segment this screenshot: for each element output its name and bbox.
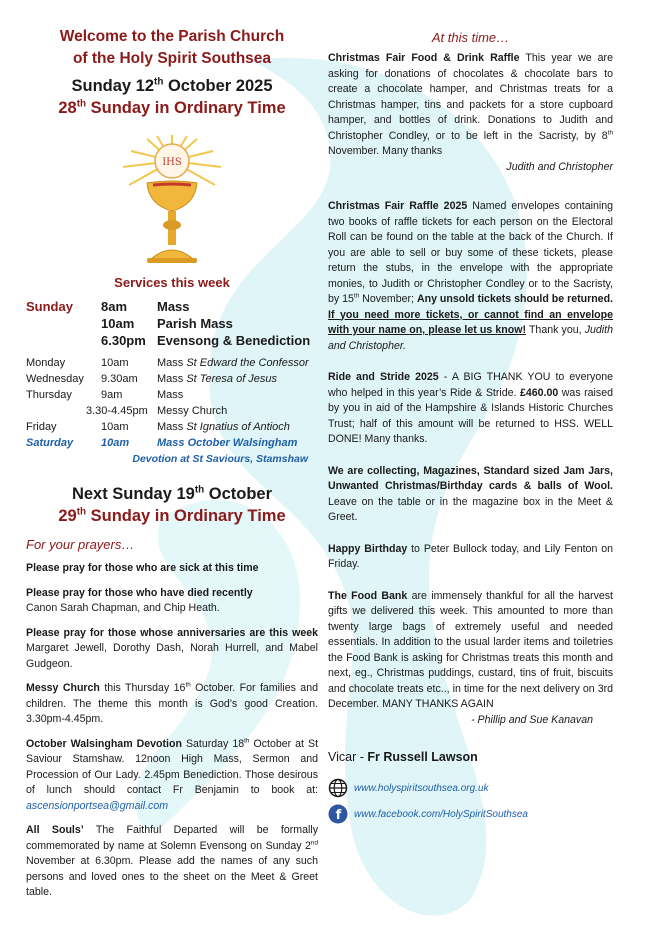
- globe-icon: [328, 778, 348, 798]
- notice-messy-text: this Thursday 16: [99, 682, 186, 694]
- service-label: Mass: [157, 373, 187, 385]
- welcome-title: [26, 26, 318, 70]
- service-day: Sunday: [26, 299, 73, 314]
- notice-walsingham-text-2: October at St Saviour Stamshaw. 12noon High Mass, Sermon and Procession of Our Lady. 2.45pm Benediction. Those desirous of lunch should contact Fr Benjamin to book at:: [26, 737, 319, 796]
- notice-hamper-signature: Judith and Christopher: [506, 160, 613, 173]
- prayer-sick: [26, 561, 318, 577]
- notice-ride-text-2: was raised by you in aid of the Hampshire & Islands Historic Churches Trust; half of this amount will be returned to HSS. WELL DONE! Many thanks.: [328, 386, 613, 445]
- service-name: Mass October Walsingham: [157, 437, 298, 449]
- service-name: [157, 355, 318, 371]
- notice-fair-raffle: [328, 199, 613, 354]
- website-link[interactable]: www.holyspiritsouthsea.org.uk: [354, 782, 489, 794]
- next-sunday-occasion: [26, 505, 318, 527]
- notice-hamper-raffle: [328, 51, 613, 175]
- service-time: 6.30pm: [101, 333, 146, 348]
- welcome-line-1: Welcome to the Parish Church: [59, 28, 285, 45]
- service-name: Messy Church: [157, 405, 228, 417]
- notice-food-bank: [328, 589, 613, 729]
- facebook-row[interactable]: [328, 804, 613, 824]
- service-day: Friday: [26, 421, 57, 433]
- service-name: [157, 371, 318, 387]
- prayer-departed-heading: Please pray for those who have died recently: [26, 586, 253, 599]
- vicar-label: Vicar -: [328, 750, 368, 764]
- service-name: Parish Mass: [157, 316, 233, 331]
- service-day: Thursday: [26, 389, 72, 401]
- next-occasion-number: 29: [58, 507, 77, 525]
- prayer-sick-text: Please pray for those who are sick at this time: [26, 562, 259, 574]
- date-sup: th: [154, 76, 164, 88]
- service-row: [26, 403, 318, 419]
- service-time: 10am: [101, 437, 130, 449]
- notice-collecting: [328, 464, 613, 526]
- next-sunday-month: October: [204, 485, 273, 503]
- notice-hamper-text-2: November. Many thanks: [328, 145, 443, 157]
- liturgical-occasion: [26, 97, 318, 119]
- service-row: [26, 332, 318, 349]
- notice-ride-heading: Ride and Stride 2025: [328, 371, 439, 383]
- notice-hamper-text: This year we are asking for donations of chocolates & chocolate bars to create a chocolate hamper, and Christmas treats for a Christmas hamper, tins and packets for a store cupboard hamper, and bottles of drink. Donations to Judith and Christopher Condley, or to be left in the Sacristy, by 8: [328, 52, 613, 142]
- notice-messy-heading: Messy Church: [26, 682, 100, 694]
- right-column: [328, 30, 613, 824]
- next-sunday-date: [26, 483, 318, 505]
- notice-all-souls-sup: nd: [310, 838, 318, 846]
- next-occasion-sup: th: [76, 506, 87, 518]
- service-row: [26, 298, 318, 315]
- notice-messy-church: [26, 681, 318, 728]
- next-sunday-sup: th: [194, 484, 205, 496]
- notice-birthday-heading: Happy Birthday: [328, 542, 408, 555]
- notice-hamper-heading: Christmas Fair Food & Drink Raffle: [328, 52, 520, 64]
- notice-messy-text-2: October. For families and children. The theme this month is God’s good Creation. 3.30pm-4.45pm.: [26, 682, 318, 725]
- service-time: 10am: [101, 421, 129, 433]
- service-day: Wednesday: [26, 373, 84, 385]
- service-day: [26, 332, 101, 349]
- notice-raffle-signature: Judith and Christopher.: [328, 324, 613, 352]
- service-row: [26, 315, 318, 332]
- devotion-location: Devotion at St Saviours, Stamshaw: [132, 453, 308, 465]
- next-occasion-text: Sunday in Ordinary Time: [86, 507, 286, 525]
- vicar-line: [328, 750, 613, 764]
- facebook-letter: f: [335, 808, 342, 823]
- services-title: Services this week: [114, 275, 230, 290]
- prayer-anniversaries-heading: Please pray for those whose anniversaries are this week: [26, 626, 318, 639]
- service-date: [26, 75, 318, 97]
- service-row: [26, 435, 318, 451]
- next-sunday-day: Next Sunday 19: [71, 485, 195, 503]
- service-row: [26, 355, 318, 371]
- notice-raffle-request: If you need more tickets, or cannot find an envelope with your name on, please let us know!: [328, 308, 613, 336]
- service-time: 9.30am: [101, 373, 138, 385]
- notice-hamper-sup: th: [607, 128, 613, 136]
- left-column: [26, 26, 318, 901]
- walsingham-email-link[interactable]: ascensionportsea@gmail.com: [26, 799, 169, 812]
- chalice-host-icon: [117, 133, 227, 271]
- service-saint: St Teresa of Jesus: [186, 373, 278, 385]
- notice-raffle-heading: Christmas Fair Raffle 2025: [328, 200, 468, 212]
- notice-birthday: [328, 542, 613, 573]
- prayer-anniversaries: [26, 626, 318, 673]
- prayer-departed-names: Canon Sarah Chapman, and Chip Heath.: [26, 602, 220, 614]
- service-saint: St Ignatius of Antioch: [186, 421, 290, 433]
- chalice-letters: IHS: [162, 157, 182, 168]
- prayer-departed: [26, 586, 318, 617]
- notice-messy-sup: th: [185, 681, 191, 689]
- notice-birthday-text: to Peter Bullock today, and Lily Fenton on Friday.: [328, 542, 613, 570]
- notice-ride-stride: [328, 370, 613, 448]
- notice-all-souls: [26, 823, 318, 901]
- occasion-text: Sunday in Ordinary Time: [86, 99, 286, 117]
- service-row: [26, 387, 318, 403]
- service-time: 10am: [101, 357, 129, 369]
- notices-heading: At this time…: [431, 30, 510, 45]
- vicar-name: Fr Russell Lawson: [367, 750, 478, 764]
- service-day: [26, 315, 101, 332]
- service-time: 8am: [101, 299, 128, 314]
- service-name: Evensong & Benediction: [157, 333, 311, 348]
- prayers-heading: For your prayers…: [26, 537, 135, 552]
- notice-all-souls-text-2: November at 6.30pm. Please add the names of any such persons and loved ones to the sheet on the Meet & Greet table.: [26, 855, 318, 898]
- service-time: 3.30-4.45pm: [86, 405, 148, 417]
- service-row: [26, 371, 318, 387]
- service-name: Mass: [157, 389, 184, 401]
- service-label: Mass: [157, 357, 187, 369]
- facebook-icon: [328, 804, 348, 824]
- service-label: Mass: [157, 421, 187, 433]
- prayer-anniversaries-names: Margaret Jewell, Dorothy Dash, Norah Hurrell, and Mabel Gudgeon.: [26, 642, 318, 670]
- occasion-sup: th: [76, 98, 87, 110]
- facebook-link[interactable]: www.facebook.com/HolySpiritSouthsea: [354, 808, 528, 820]
- date-day: Sunday 12: [71, 77, 155, 95]
- notice-food-text: are immensely thankful for all the harvest gifts we delivered this week. This amounted to more than twenty large bags of extremely useful and needed essentials. In addition to the usual larder items and toiletries the Food Bank is asking for Christmas treats this month and next, eg., Christmas puddings, custard, tins of fruit, biscuits and chocolate treats etc.., in time for the next delivery on 3rd December. MANY THANKS AGAIN: [328, 589, 614, 710]
- notice-collecting-text: Leave on the table or in the magazine box in the Meet & Greet.: [328, 495, 613, 523]
- service-name: Mass: [157, 299, 190, 314]
- notice-raffle-text-2: November;: [359, 293, 417, 305]
- notice-raffle-text: Named envelopes containing two books of raffle tickets for each person on the Electoral Roll can be found on the table at the back of the Church. If you are able to sell or buy some of these tickets, please return the stubs, in the envelope with the appropriate monies, to Judith or Christopher Condley or to the Sacristy, by 15: [328, 200, 613, 305]
- notice-collecting-heading: We are collecting, Magazines, Standard sized Jam Jars, Unwanted Christmas/Birthday cards & balls of Wool.: [328, 464, 613, 492]
- service-row: [26, 419, 318, 435]
- date-month: October 2025: [163, 77, 273, 95]
- notice-food-heading: The Food Bank: [328, 589, 408, 602]
- service-time: 10am: [101, 316, 135, 331]
- service-day: Monday: [26, 357, 66, 369]
- website-row[interactable]: [328, 778, 613, 798]
- notice-all-souls-heading: All Souls’: [26, 824, 84, 836]
- notice-food-signature: - Phillip and Sue Kanavan: [471, 713, 593, 726]
- service-time: 9am: [101, 389, 123, 401]
- notice-ride-amount: £460.00: [519, 386, 559, 399]
- notice-raffle-thanks: Thank you,: [526, 324, 585, 336]
- notice-walsingham-heading: October Walsingham Devotion: [26, 737, 182, 750]
- notice-raffle-unsold: Any unsold tickets should be returned.: [416, 293, 613, 305]
- notice-walsingham: [26, 737, 318, 815]
- occasion-number: 28: [58, 99, 77, 117]
- welcome-line-2: of the Holy Spirit Southsea: [72, 50, 272, 67]
- notice-raffle-sup: th: [353, 292, 360, 300]
- service-name: [157, 419, 318, 435]
- service-saint: St Edward the Confessor: [186, 357, 309, 369]
- services-table: [26, 298, 318, 451]
- service-day: Saturday: [26, 437, 74, 449]
- notice-walsingham-sup: th: [244, 736, 250, 744]
- notice-all-souls-text: The Faithful Departed will be formally commemorated by name at Solemn Evensong on Sunday 2: [26, 824, 318, 852]
- notice-ride-text: - A BIG THANK YOU to everyone who helped in this year’s Ride & Stride.: [328, 371, 613, 399]
- notice-walsingham-text: Saturday 18: [181, 737, 245, 750]
